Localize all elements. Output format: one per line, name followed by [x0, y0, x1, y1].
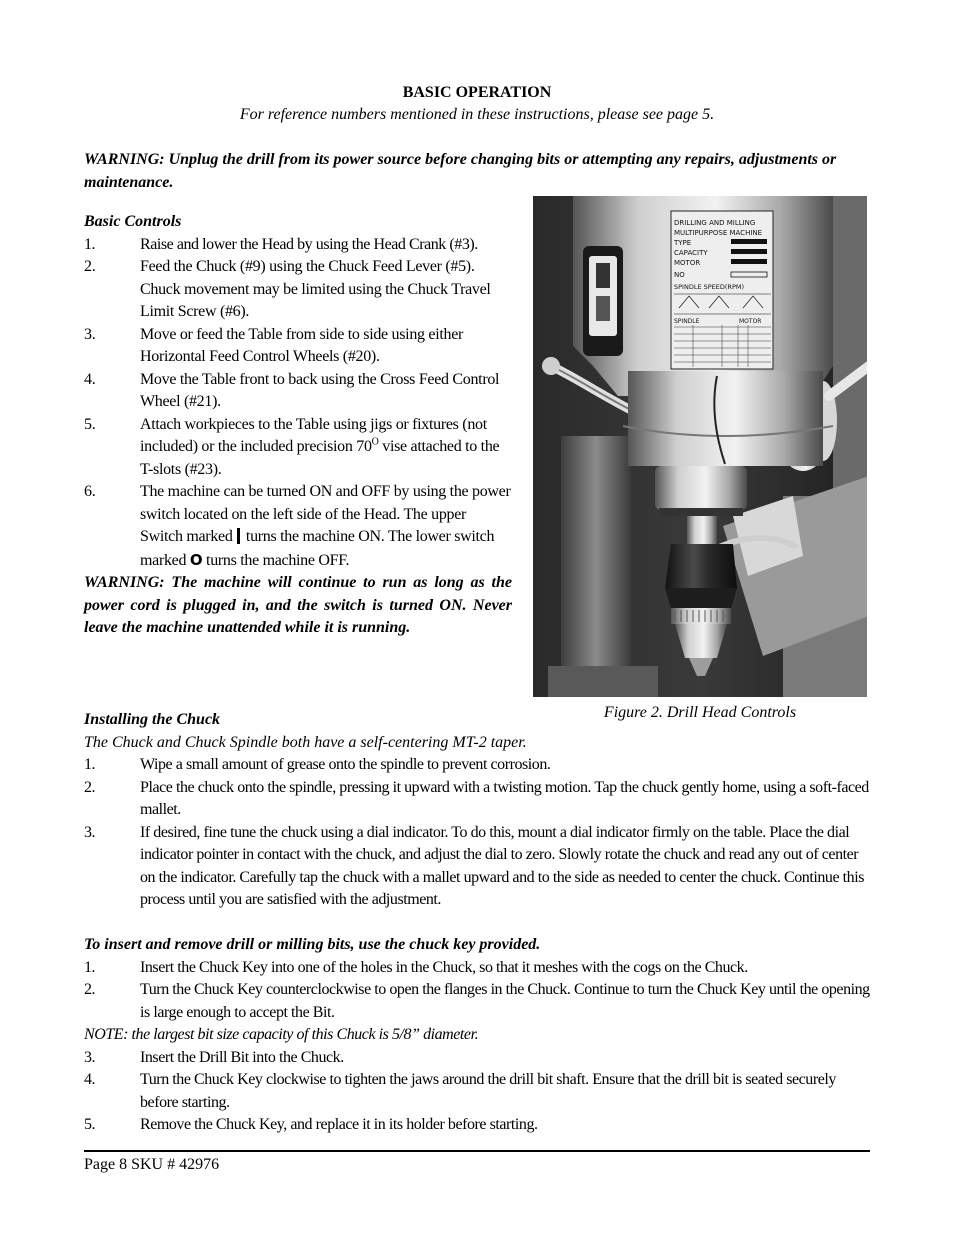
- list-item: 5. Attach workpieces to the Table using jigs or fixtures (not included) or the included precision $70^O$ vise attached to the T-slots (#23).: [84, 415, 500, 478]
- list-item: 6. The machine can be turned ON and OFF by using the power switch located on the left side of the Head. The upper Switch marked turns the machine ON. The lower switch marked O turns the machine OFF.: [84, 483, 511, 569]
- list-item: 4. Turn the Chuck Key clockwise to tighten the jaws around the drill bit shaft. Ensure that the drill bit is seated securely before starting.: [84, 1071, 836, 1111]
- plate-text: TYPE: [674, 239, 692, 247]
- plate-text: SPINDLE: [674, 318, 700, 325]
- plate-text: DRILLING AND MILLING: [674, 219, 756, 227]
- warning-unplug: WARNING: Unplug the drill from its power source before changing bits or attempting any repairs, adjustments or maintenance.: [84, 151, 837, 191]
- list-item: 4. Move the Table front to back using the Cross Feed Control Wheel (#21).: [84, 370, 500, 410]
- list-item: 3. Insert the Drill Bit into the Chuck.: [84, 1048, 344, 1066]
- warning-running: WARNING: The machine will continue to run as long as the power cord is plugged in, and the switch is turned ON. Never leave the machine unattended while it is running.: [84, 574, 512, 636]
- list-item: 2. Feed the Chuck (#9) using the Chuck Feed Lever (#5). Chuck movement may be limited using the Chuck Travel Limit Screw (#6).: [84, 258, 491, 320]
- page-footer: Page 8 SKU # 42976: [84, 1156, 220, 1173]
- installing-chuck-intro: The Chuck and Chuck Spindle both have a self-centering MT-2 taper.: [84, 733, 527, 751]
- plate-text: MOTOR: [739, 318, 762, 325]
- list-item: 5. Remove the Chuck Key, and replace it in its holder before starting.: [84, 1116, 538, 1133]
- plate-text: NO: [674, 271, 685, 279]
- basic-controls-section: [84, 215, 512, 640]
- list-item: 2. Turn the Chuck Key counterclockwise to open the flanges in the Chuck. Continue to turn the Chuck Key until the opening is large enough to accept the Bit.: [84, 981, 870, 1021]
- plate-text: SPINDLE SPEED(RPM): [674, 283, 745, 291]
- list-item: 3. If desired, fine tune the chuck using a dial indicator. To do this, mount a dial indicator firmly on the table. Place the dial indicator pointer in contact with the chuck, and adjust the dial to zero. Slowly rotate the chuck and read any out of center on the indicator. Carefully tap the chuck with a mallet upward and to the side as needed to center the chuck. Continue this process until you are satisfied with the adjustment.: [84, 823, 864, 908]
- plate-text: MULTIPURPOSE MACHINE: [674, 229, 763, 237]
- plate-text: MOTOR: [674, 259, 701, 267]
- bits-heading: To insert and remove drill or milling bits, use the chuck key provided.: [84, 936, 541, 953]
- drill-head-illustration: [533, 196, 869, 697]
- plate-text: CAPACITY: [674, 249, 708, 257]
- list-item: 2. Place the chuck onto the spindle, pressing it upward with a twisting motion. Tap the chuck gently home, using a soft-faced mallet.: [84, 778, 869, 818]
- switch-off-symbol-icon: O: [189, 550, 203, 569]
- page-subtitle: For reference numbers mentioned in these instructions, please see page 5.: [239, 106, 715, 123]
- bit-capacity-note: NOTE: the largest bit size capacity of this Chuck is 5/8” diameter.: [84, 1026, 479, 1043]
- basic-controls-heading: Basic Controls: [84, 213, 182, 230]
- drill-head-photo: [533, 196, 869, 697]
- footer-rule: [84, 1150, 870, 1152]
- list-item: 1. Wipe a small amount of grease onto the spindle to prevent corrosion.: [84, 756, 551, 773]
- installing-chuck-heading: Installing the Chuck: [84, 711, 221, 728]
- installing-chuck-section: [84, 709, 870, 1137]
- list-item: 1. Raise and lower the Head by using the Head Crank (#3).: [84, 235, 478, 253]
- list-item: 3. Move or feed the Table from side to side using either Horizontal Feed Control Wheels (#20).: [84, 325, 464, 365]
- page-title: BASIC OPERATION: [402, 84, 552, 101]
- switch-on-symbol-icon: [237, 528, 240, 544]
- list-item: 1. Insert the Chuck Key into one of the holes in the Chuck, so that it meshes with the cogs on the Chuck.: [84, 958, 748, 976]
- figure-caption: Figure 2. Drill Head Controls: [603, 704, 797, 721]
